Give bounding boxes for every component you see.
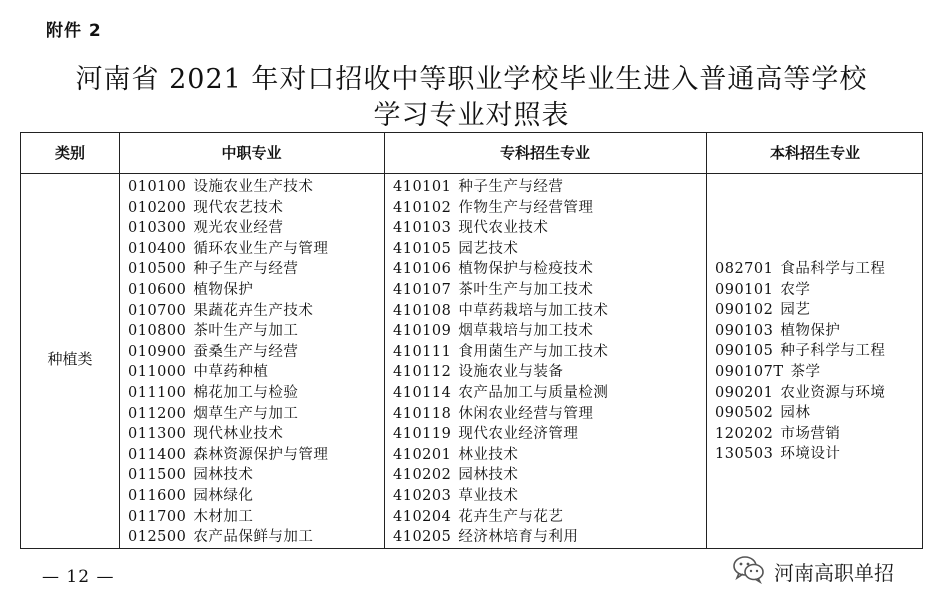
undergraduate-major-row <box>715 300 885 321</box>
major-name: 园林技术 <box>458 467 519 484</box>
major-name: 市场营销 <box>780 425 841 442</box>
major-name: 经济林培育与利用 <box>458 529 579 546</box>
junior-college-major-row <box>393 404 608 425</box>
major-code: 410203 <box>393 487 452 504</box>
major-name: 草业技术 <box>458 487 519 504</box>
secondary-major-row <box>128 507 328 528</box>
undergraduate-major-row <box>715 321 885 342</box>
major-code: 130503 <box>715 446 774 463</box>
secondary-major-row <box>128 424 328 445</box>
major-code: 010700 <box>128 302 187 319</box>
major-name: 食品科学与工程 <box>780 261 886 277</box>
major-name: 蚕桑生产与经营 <box>193 343 299 360</box>
junior-college-major-list <box>393 177 608 548</box>
major-code: 410107 <box>393 281 452 298</box>
junior-college-major-row <box>393 301 608 322</box>
junior-college-major-row <box>393 383 608 404</box>
wechat-icon <box>732 554 766 588</box>
junior-college-major-row <box>393 465 608 486</box>
secondary-major-row <box>128 259 328 280</box>
major-name: 设施农业与装备 <box>458 364 564 381</box>
major-name: 农业资源与环境 <box>780 384 886 401</box>
undergraduate-major-row <box>715 259 885 280</box>
major-code: 090502 <box>715 405 774 422</box>
major-code: 090103 <box>715 322 774 339</box>
major-code: 410109 <box>393 323 452 340</box>
major-comparison-table <box>20 132 923 549</box>
junior-college-major-row <box>393 280 608 301</box>
watermark <box>732 554 894 588</box>
secondary-major-row <box>128 445 328 466</box>
major-name: 林业技术 <box>458 446 519 463</box>
header-junior-college-major: 专科招生专业 <box>499 144 590 162</box>
major-name: 中草药种植 <box>193 364 269 381</box>
major-name: 茶叶生产与加工 <box>193 323 299 340</box>
major-code: 010600 <box>128 281 187 298</box>
major-code: 011400 <box>128 446 187 463</box>
major-name: 茶叶生产与加工技术 <box>458 281 594 298</box>
junior-college-major-row <box>393 198 608 219</box>
junior-college-major-row <box>393 218 608 239</box>
header-divider <box>21 173 922 174</box>
major-code: 410108 <box>393 302 452 319</box>
major-name: 设施农业生产技术 <box>193 179 314 195</box>
major-name: 休闲农业经营与管理 <box>458 405 594 422</box>
column-divider <box>119 133 120 548</box>
major-code: 410202 <box>393 467 452 484</box>
secondary-major-list <box>128 177 328 548</box>
attachment-label: 附件 2 <box>46 21 102 41</box>
major-code: 010300 <box>128 220 187 237</box>
secondary-major-row <box>128 198 328 219</box>
document-title-line-2: 学习专业对照表 <box>373 100 570 131</box>
secondary-major-row <box>128 280 328 301</box>
header-undergraduate-major: 本科招生专业 <box>769 144 860 162</box>
major-code: 090201 <box>715 384 774 401</box>
major-name: 茶学 <box>790 363 821 380</box>
major-code: 010900 <box>128 343 187 360</box>
junior-college-major-row <box>393 507 608 528</box>
major-name: 园林 <box>780 405 811 422</box>
major-name: 中草药栽培与加工技术 <box>458 302 609 319</box>
major-code: 090105 <box>715 343 774 360</box>
major-code: 012500 <box>128 529 187 546</box>
junior-college-major-row <box>393 486 608 507</box>
watermark-text: 河南高职单招 <box>774 560 894 585</box>
undergraduate-major-row <box>715 424 885 445</box>
major-code: 410101 <box>393 179 452 195</box>
major-name: 种子科学与工程 <box>780 343 886 360</box>
major-name: 果蔬花卉生产技术 <box>193 302 314 319</box>
major-name: 棉花加工与检验 <box>193 384 299 401</box>
header-secondary-major: 中职专业 <box>221 144 282 162</box>
major-name: 植物保护 <box>193 281 254 298</box>
junior-college-major-row <box>393 527 608 548</box>
secondary-major-row <box>128 527 328 548</box>
junior-college-major-row <box>393 177 608 198</box>
major-name: 循环农业生产与管理 <box>193 240 329 257</box>
major-code: 082701 <box>715 261 774 277</box>
major-code: 410201 <box>393 446 452 463</box>
major-name: 农学 <box>780 281 811 298</box>
major-code: 090101 <box>715 281 774 298</box>
junior-college-major-row <box>393 259 608 280</box>
secondary-major-row <box>128 404 328 425</box>
major-name: 植物保护 <box>780 322 841 339</box>
secondary-major-row <box>128 486 328 507</box>
undergraduate-major-row <box>715 403 885 424</box>
major-name: 园艺技术 <box>458 240 519 257</box>
major-code: 011700 <box>128 508 187 525</box>
category-cell: 种植类 <box>47 350 93 368</box>
major-code: 410105 <box>393 240 452 257</box>
major-name: 现代林业技术 <box>193 426 284 443</box>
major-code: 410114 <box>393 384 452 401</box>
major-name: 食用菌生产与加工技术 <box>458 343 609 360</box>
major-name: 花卉生产与花艺 <box>458 508 564 525</box>
major-code: 010200 <box>128 199 187 216</box>
major-code: 410106 <box>393 261 452 278</box>
header-category: 类别 <box>54 144 85 162</box>
major-code: 410103 <box>393 220 452 237</box>
undergraduate-major-row <box>715 444 885 465</box>
major-code: 011100 <box>128 384 187 401</box>
major-code: 410205 <box>393 529 452 546</box>
major-name: 园林技术 <box>193 467 254 484</box>
major-code: 410204 <box>393 508 452 525</box>
major-name: 园艺 <box>780 302 811 319</box>
secondary-major-row <box>128 218 328 239</box>
major-code: 010400 <box>128 240 187 257</box>
undergraduate-major-row <box>715 383 885 404</box>
major-name: 种子生产与经营 <box>193 261 299 278</box>
major-code: 010100 <box>128 179 187 195</box>
major-code: 090102 <box>715 302 774 319</box>
major-code: 410112 <box>393 364 452 381</box>
column-divider <box>706 133 707 548</box>
document-title-line-1: 河南省 2021 年对口招收中等职业学校毕业生进入普通高等学校 <box>75 64 868 95</box>
secondary-major-row <box>128 239 328 260</box>
junior-college-major-row <box>393 424 608 445</box>
undergraduate-major-row <box>715 341 885 362</box>
major-name: 园林绿化 <box>193 487 254 504</box>
major-code: 410102 <box>393 199 452 216</box>
major-code: 011500 <box>128 467 187 484</box>
page-number: — 12 — <box>42 567 115 587</box>
major-code: 011300 <box>128 426 187 443</box>
major-name: 环境设计 <box>780 446 841 463</box>
major-code: 090107T <box>715 363 784 380</box>
major-code: 011000 <box>128 364 187 381</box>
major-name: 烟草生产与加工 <box>193 405 299 422</box>
junior-college-major-row <box>393 362 608 383</box>
secondary-major-row <box>128 465 328 486</box>
major-name: 现代农业技术 <box>458 220 549 237</box>
major-code: 120202 <box>715 425 774 442</box>
major-name: 农产品加工与质量检测 <box>458 384 609 401</box>
major-code: 410111 <box>393 343 452 360</box>
secondary-major-row <box>128 342 328 363</box>
undergraduate-major-row <box>715 362 885 383</box>
secondary-major-row <box>128 362 328 383</box>
secondary-major-row <box>128 177 328 198</box>
major-name: 作物生产与经营管理 <box>458 199 594 216</box>
major-code: 010800 <box>128 323 187 340</box>
major-name: 现代农业经济管理 <box>458 426 579 443</box>
major-code: 410118 <box>393 405 452 422</box>
major-name: 现代农艺技术 <box>193 199 284 216</box>
junior-college-major-row <box>393 239 608 260</box>
junior-college-major-row <box>393 342 608 363</box>
major-name: 森林资源保护与管理 <box>193 446 329 463</box>
major-code: 011600 <box>128 487 187 504</box>
major-code: 410119 <box>393 426 452 443</box>
column-divider <box>384 133 385 548</box>
secondary-major-row <box>128 321 328 342</box>
major-name: 种子生产与经营 <box>458 179 564 195</box>
secondary-major-row <box>128 383 328 404</box>
major-name: 木材加工 <box>193 508 254 525</box>
junior-college-major-row <box>393 321 608 342</box>
major-code: 010500 <box>128 261 187 278</box>
junior-college-major-row <box>393 445 608 466</box>
undergraduate-major-list <box>715 259 885 465</box>
major-name: 观光农业经营 <box>193 220 284 237</box>
major-code: 011200 <box>128 405 187 422</box>
major-name: 农产品保鲜与加工 <box>193 529 314 546</box>
major-name: 植物保护与检疫技术 <box>458 261 594 278</box>
secondary-major-row <box>128 301 328 322</box>
major-name: 烟草栽培与加工技术 <box>458 323 594 340</box>
undergraduate-major-row <box>715 280 885 301</box>
